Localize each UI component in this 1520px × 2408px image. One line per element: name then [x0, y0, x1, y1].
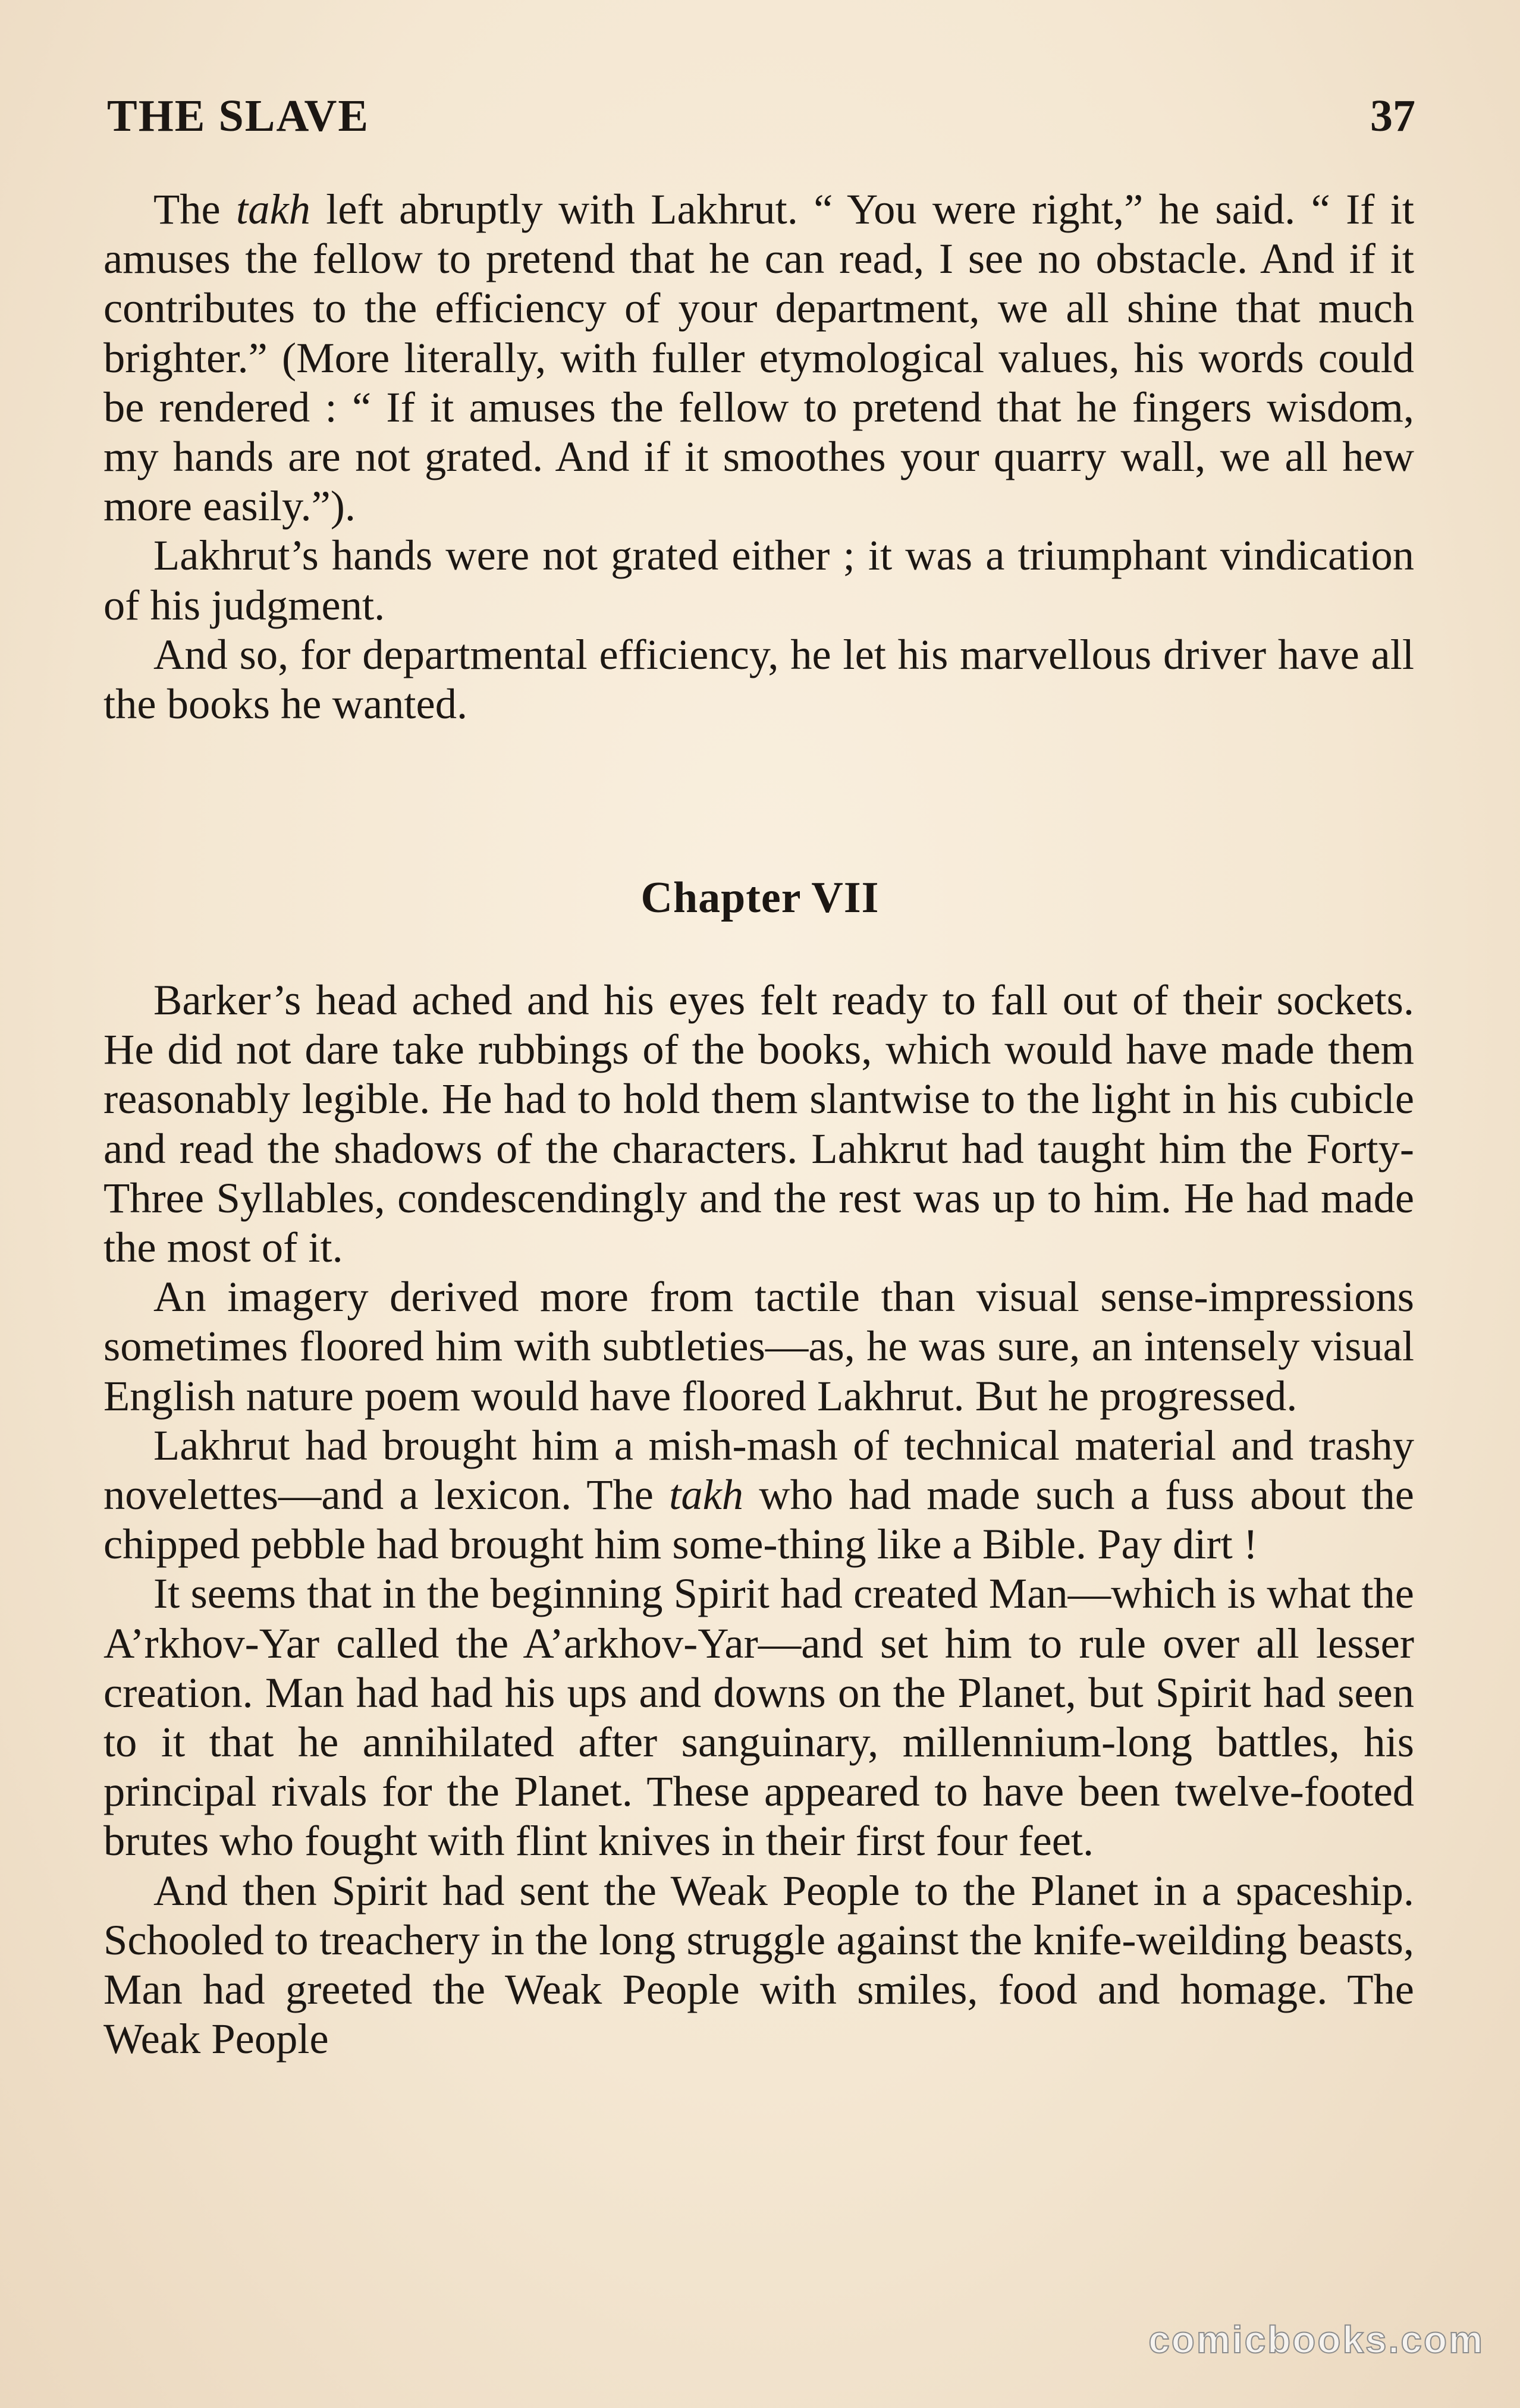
- page-number: 37: [1370, 91, 1415, 141]
- italic-word: takh: [669, 1470, 743, 1519]
- paragraph: [103, 975, 1414, 1272]
- paragraph: [103, 530, 1414, 629]
- text-block-before-chapter: [103, 184, 1414, 728]
- text-run: Lakhrut had brought him a mish-mash of technical material and trashy novelettes—and a lexicon. The: [103, 1420, 1414, 1519]
- text-run: And so, for departmental efficiency, he let his marvellous driver have all the books he wanted.: [103, 630, 1414, 728]
- text-run: left abruptly with Lakhrut. “ You were right,” he said. “ If it amuses the fellow to pretend that he can read, I see no obstacle. And if it contributes to the efficiency of your department, we all shine that much brighter.” (More literally, with fuller etymological values, his words could be rendered : “ If it amuses the fellow to pretend that he fingers wisdom, my hands are not grated. And if it smoothes your quarry wall, we all hew more easily.”).: [103, 185, 1414, 530]
- paragraph: [103, 1420, 1414, 1569]
- italic-word: takh: [236, 185, 310, 233]
- running-title: THE SLAVE: [107, 91, 370, 141]
- paragraph: [103, 630, 1414, 728]
- text-block-chapter-body: [103, 975, 1414, 2063]
- paragraph: [103, 1866, 1414, 2064]
- running-header: [107, 83, 1415, 149]
- paragraph: [103, 1272, 1414, 1420]
- paragraph: [103, 184, 1414, 530]
- chapter-heading: Chapter VII: [640, 873, 880, 922]
- text-run: And then Spirit had sent the Weak People to the Planet in a spaceship. Schooled to treachery in the long struggle against the knife-weilding beasts, Man had greeted the Weak People with smiles, food and homage. The Weak People: [103, 1866, 1414, 2063]
- text-run: It seems that in the beginning Spirit had created Man—which is what the A’rkhov-Yar called the A’arkhov-Yar—and set him to rule over all lesser creation. Man had had his ups and downs on the Planet, but Spirit had seen to it that he annihilated after sanguinary, millennium-long battles, his principal rivals for the Planet. These appeared to have been twelve-footed brutes who fought with flint knives in their first four feet.: [103, 1569, 1414, 1865]
- text-run: An imagery derived more from tactile than visual sense-impressions sometimes floored him with subtleties—as, he was sure, an intensely visual English nature poem would have floored Lakhrut. But he progressed.: [103, 1272, 1414, 1420]
- text-run: who had made such a fuss about the chipped pebble had brought him some-thing like a Bible. Pay dirt !: [103, 1470, 1414, 1568]
- text-run: Barker’s head ached and his eyes felt ready to fall out of their sockets. He did not dare take rubbings of the books, which would have made them reasonably legible. He had to hold them slantwise to the light in his cubicle and read the shadows of the characters. Lahkrut had taught him the Forty-Three Syllables, condescendingly and the rest was up to him. He had made the most of it.: [103, 976, 1414, 1272]
- text-run: Lakhrut’s hands were not grated either ; it was a triumphant vindication of his judgment.: [103, 531, 1414, 629]
- watermark-logo: comicbooks.com: [1148, 2318, 1484, 2361]
- paragraph: [103, 1568, 1414, 1865]
- text-run: The: [153, 185, 237, 233]
